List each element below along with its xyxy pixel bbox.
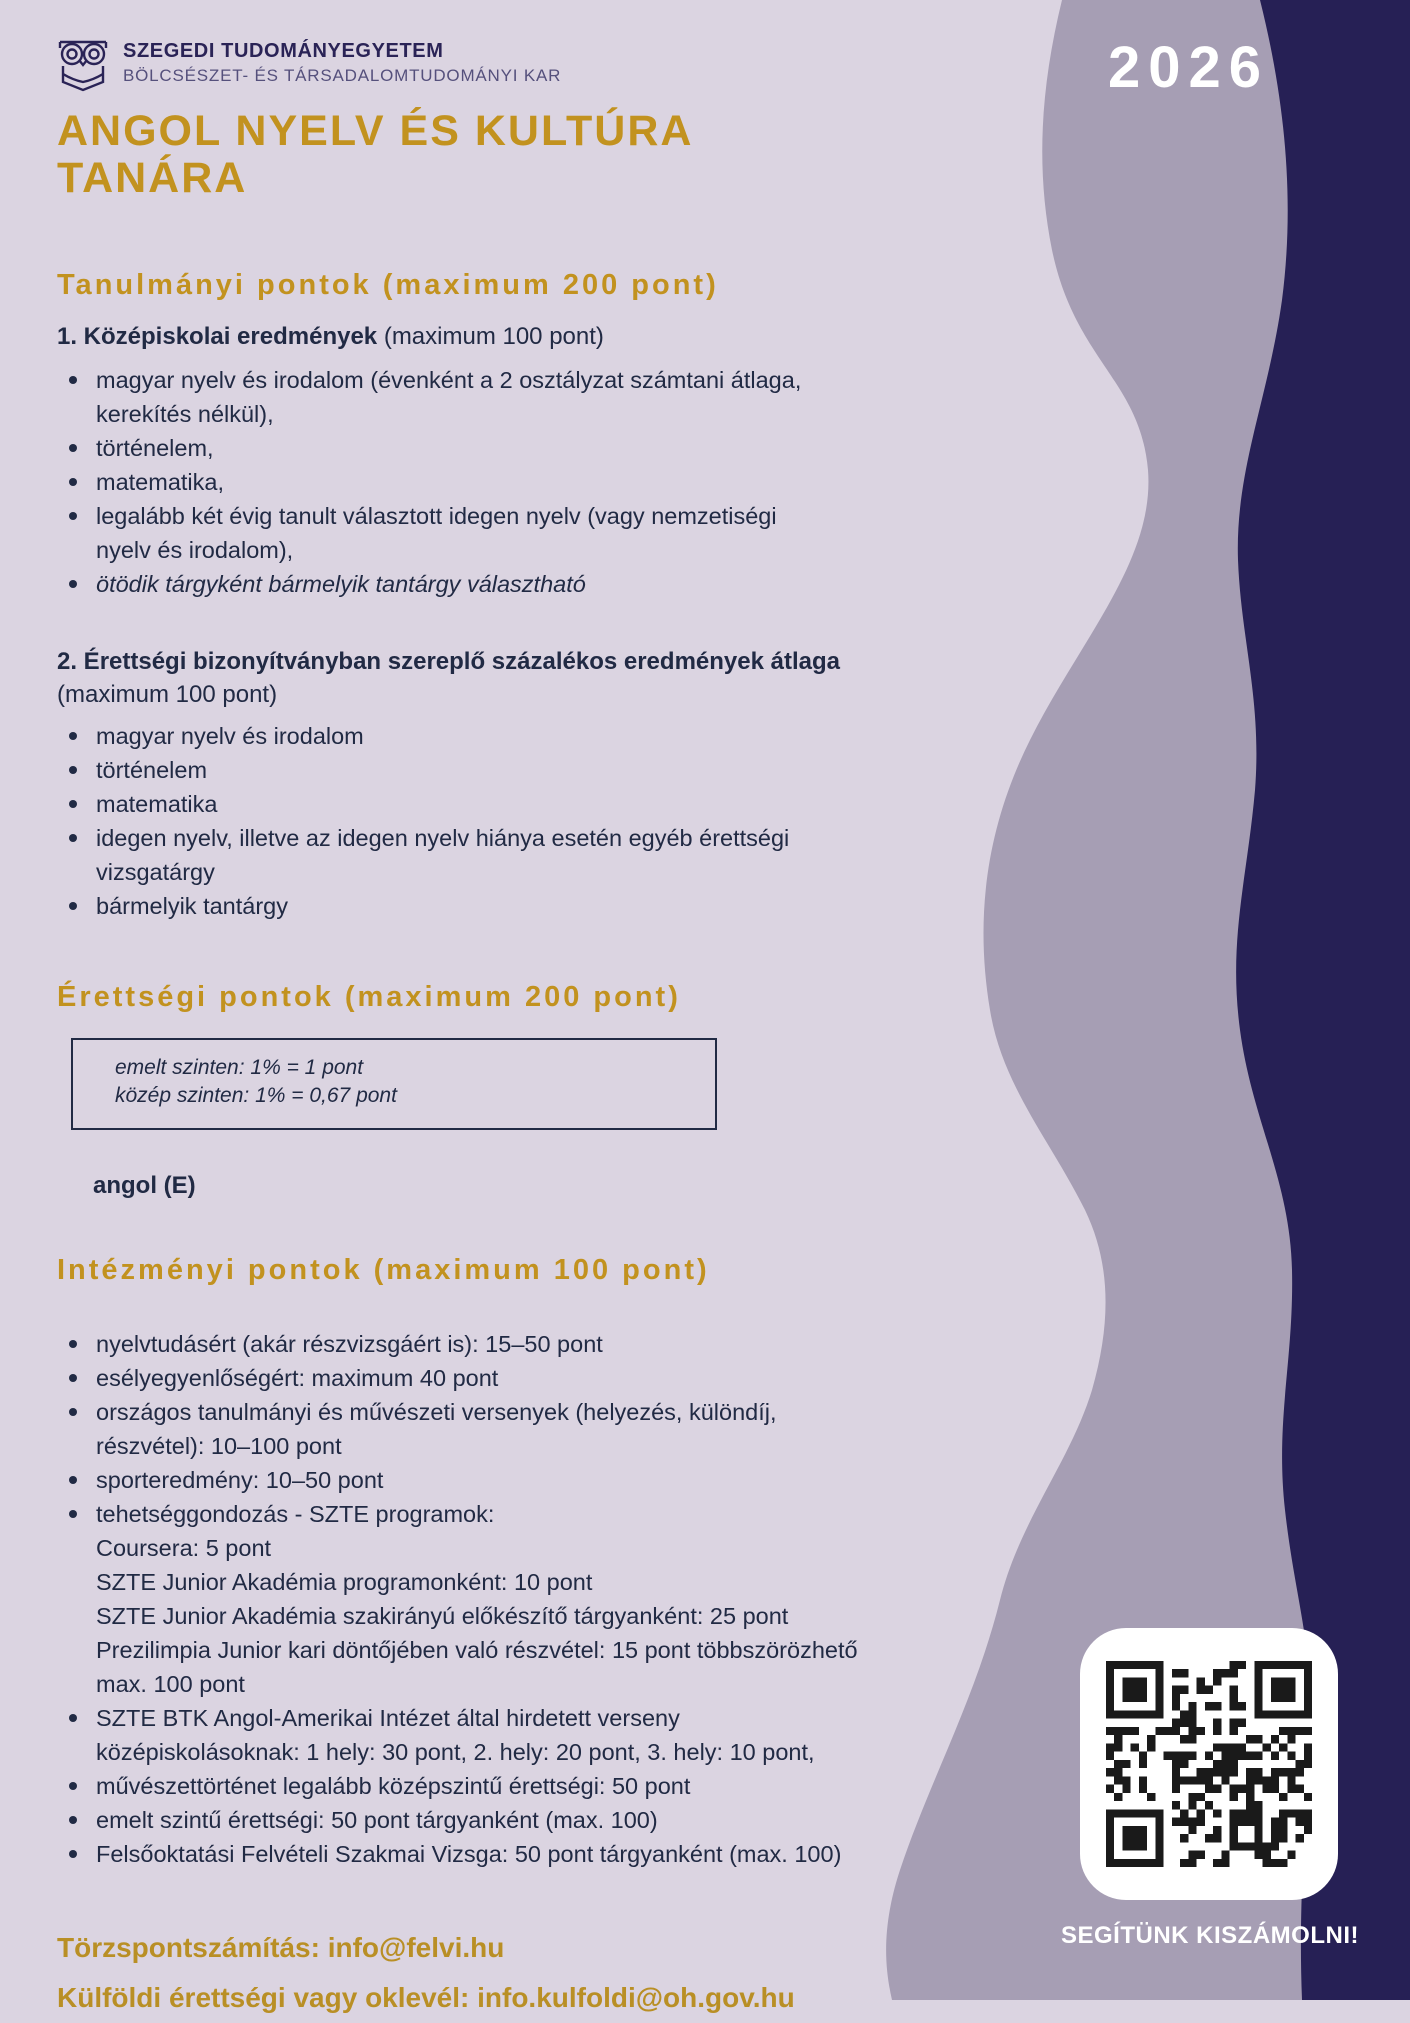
score-box-line-emelt: emelt szinten: 1% = 1 pont bbox=[115, 1055, 364, 1079]
list-item-text: esélyegyenlőségért: maximum 40 pont bbox=[96, 1364, 499, 1391]
bullet-dot bbox=[69, 431, 96, 465]
list-item-text: ötödik tárgyként bármelyik tantárgy választható bbox=[96, 570, 586, 597]
bullet-dot bbox=[69, 465, 96, 499]
list-item-line bbox=[57, 1837, 1117, 1871]
bullet-spacer bbox=[69, 1599, 96, 1633]
bullet-dot bbox=[69, 1327, 96, 1361]
list-item-line bbox=[57, 1395, 1117, 1429]
qr-card bbox=[1080, 1628, 1338, 1900]
list-item-line bbox=[57, 363, 1117, 397]
list-item-line bbox=[57, 499, 1117, 533]
list-item-line bbox=[57, 397, 1117, 431]
bullet-dot bbox=[69, 719, 96, 753]
list-item-text: max. 100 pont bbox=[96, 1670, 245, 1697]
footer-contact-points: Törzspontszámítás: info@felvi.hu bbox=[57, 1931, 505, 1963]
page-title: ANGOL NYELV ÉS KULTÚRA TANÁRA bbox=[57, 107, 692, 203]
list-item-line bbox=[57, 1463, 1117, 1497]
footer-contact-foreign: Külföldi érettségi vagy oklevél: info.kulfoldi@oh.gov.hu bbox=[57, 1981, 795, 2013]
list-item-text: vizsgatárgy bbox=[96, 858, 215, 885]
list-item-line bbox=[57, 1667, 1117, 1701]
list-item-line bbox=[57, 1769, 1117, 1803]
list-item-text: nyelvtudásért (akár részvizsgáért is): 15–50 pont bbox=[96, 1330, 603, 1357]
list-item-text: matematika, bbox=[96, 468, 224, 495]
section-heading-tanulmanyi: Tanulmányi pontok (maximum 200 pont) bbox=[57, 268, 719, 301]
list-item-line bbox=[57, 1633, 1117, 1667]
list-item-text: történelem, bbox=[96, 434, 214, 461]
section-heading-erettsegi: Érettségi pontok (maximum 200 pont) bbox=[57, 980, 681, 1013]
list-item-line bbox=[57, 821, 1117, 855]
list-item-line bbox=[57, 753, 1117, 787]
bullet-dot bbox=[69, 821, 96, 855]
list-item-text: kerekítés nélkül), bbox=[96, 400, 274, 427]
list-item-text: történelem bbox=[96, 756, 208, 783]
list-item-text: Prezilimpia Junior kari döntőjében való részvétel: 15 pont többszörözhető bbox=[96, 1636, 858, 1663]
bullet-spacer bbox=[69, 533, 96, 567]
bullet-spacer bbox=[69, 1565, 96, 1599]
bullet-spacer bbox=[69, 1667, 96, 1701]
subheading-szazalekos-bold: 2. Érettségi bizonyítványban szereplő százalékos eredmények átlaga bbox=[57, 647, 840, 675]
list-item-line bbox=[57, 1599, 1117, 1633]
list-item-text: SZTE BTK Angol-Amerikai Intézet által hirdetett verseny bbox=[96, 1704, 680, 1731]
owl-logo-icon bbox=[57, 34, 109, 92]
bullet-dot bbox=[69, 363, 96, 397]
list-item-line bbox=[57, 431, 1117, 465]
bullet-dot bbox=[69, 1837, 96, 1871]
list-item-text: nyelv és irodalom), bbox=[96, 536, 294, 563]
list-item-line bbox=[57, 1497, 1117, 1531]
list-item-line bbox=[57, 533, 1117, 567]
year-badge: 2026 bbox=[1108, 35, 1270, 100]
bullet-dot bbox=[69, 567, 96, 601]
subheading-kozepiskolai-rest: (maximum 100 pont) bbox=[377, 322, 604, 350]
section-heading-intezmenyi: Intézményi pontok (maximum 100 pont) bbox=[57, 1253, 710, 1286]
list-item-line bbox=[57, 1701, 1117, 1735]
bullet-dot bbox=[69, 889, 96, 923]
list-item-text: középiskolásoknak: 1 hely: 30 pont, 2. hely: 20 pont, 3. hely: 10 pont, bbox=[96, 1738, 815, 1765]
list-item-line bbox=[57, 719, 1117, 753]
university-name: SZEGEDI TUDOMÁNYEGYETEM bbox=[123, 40, 444, 62]
bullet-spacer bbox=[69, 1429, 96, 1463]
list-intezmenyi bbox=[57, 1327, 1117, 1871]
poster-content bbox=[57, 0, 1117, 2023]
list-szazalekos bbox=[57, 719, 1117, 923]
list-item-text: idegen nyelv, illetve az idegen nyelv hiánya esetén egyéb érettségi bbox=[96, 824, 790, 851]
list-item-text: matematika bbox=[96, 790, 218, 817]
faculty-name: BÖLCSÉSZET- ÉS TÁRSADALOMTUDOMÁNYI KAR bbox=[123, 66, 562, 85]
list-item-text: sporteredmény: 10–50 pont bbox=[96, 1466, 384, 1493]
list-item-text: bármelyik tantárgy bbox=[96, 892, 288, 919]
subheading-szazalekos bbox=[57, 645, 937, 711]
bullet-spacer bbox=[69, 1735, 96, 1769]
list-item-line bbox=[57, 1327, 1117, 1361]
list-item-line bbox=[57, 855, 1117, 889]
bullet-dot bbox=[69, 1361, 96, 1395]
list-item-text: művészettörténet legalább középszintű érettségi: 50 pont bbox=[96, 1772, 691, 1799]
list-item-text: tehetséggondozás - SZTE programok: bbox=[96, 1500, 495, 1527]
bullet-dot bbox=[69, 1497, 96, 1531]
bullet-spacer bbox=[69, 397, 96, 431]
list-item-text: magyar nyelv és irodalom (évenként a 2 osztályzat számtani átlaga, bbox=[96, 366, 802, 393]
poster-footer bbox=[57, 1923, 1117, 2023]
qr-code bbox=[1106, 1661, 1312, 1867]
score-box-line-kozep: közép szinten: 1% = 0,67 pont bbox=[115, 1083, 397, 1107]
bullet-dot bbox=[69, 1395, 96, 1429]
list-item-text: SZTE Junior Akadémia programonként: 10 pont bbox=[96, 1568, 593, 1595]
list-item-line bbox=[57, 1361, 1117, 1395]
bullet-spacer bbox=[69, 855, 96, 889]
list-item-line bbox=[57, 787, 1117, 821]
bullet-dot bbox=[69, 1463, 96, 1497]
qr-caption: SEGÍTÜNK KISZÁMOLNI! bbox=[1061, 1922, 1359, 1949]
bullet-dot bbox=[69, 1701, 96, 1735]
list-item-line bbox=[57, 1531, 1117, 1565]
list-item-line bbox=[57, 567, 1117, 601]
list-item-text: részvétel): 10–100 pont bbox=[96, 1432, 342, 1459]
list-item-line bbox=[57, 1803, 1117, 1837]
bullet-dot bbox=[69, 1803, 96, 1837]
list-item-line bbox=[57, 465, 1117, 499]
bullet-dot bbox=[69, 1769, 96, 1803]
list-kozepiskolai bbox=[57, 363, 1117, 601]
list-item-text: legalább két évig tanult választott idegen nyelv (vagy nemzetiségi bbox=[96, 502, 777, 529]
subheading-szazalekos-rest: (maximum 100 pont) bbox=[57, 680, 278, 708]
bullet-spacer bbox=[69, 1531, 96, 1565]
bullet-dot bbox=[69, 499, 96, 533]
list-item-text: emelt szintű érettségi: 50 pont tárgyanként (max. 100) bbox=[96, 1806, 658, 1833]
list-item-line bbox=[57, 1565, 1117, 1599]
list-item-line bbox=[57, 1735, 1117, 1769]
university-logo bbox=[57, 34, 1117, 92]
exam-subject: angol (E) bbox=[93, 1171, 196, 1199]
bullet-dot bbox=[69, 753, 96, 787]
list-item-line bbox=[57, 1429, 1117, 1463]
list-item-text: magyar nyelv és irodalom bbox=[96, 722, 364, 749]
list-item-text: SZTE Junior Akadémia szakirányú előkészítő tárgyanként: 25 pont bbox=[96, 1602, 789, 1629]
bullet-spacer bbox=[69, 1633, 96, 1667]
list-item-text: országos tanulmányi és művészeti versenyek (helyezés, különdíj, bbox=[96, 1398, 777, 1425]
list-item-text: Coursera: 5 pont bbox=[96, 1534, 272, 1561]
bullet-dot bbox=[69, 787, 96, 821]
score-conversion-box bbox=[71, 1038, 717, 1130]
subheading-kozepiskolai bbox=[57, 320, 937, 353]
list-item-text: Felsőoktatási Felvételi Szakmai Vizsga: 50 pont tárgyanként (max. 100) bbox=[96, 1840, 842, 1867]
list-item-line bbox=[57, 889, 1117, 923]
subheading-kozepiskolai-bold: 1. Középiskolai eredmények bbox=[57, 322, 378, 350]
